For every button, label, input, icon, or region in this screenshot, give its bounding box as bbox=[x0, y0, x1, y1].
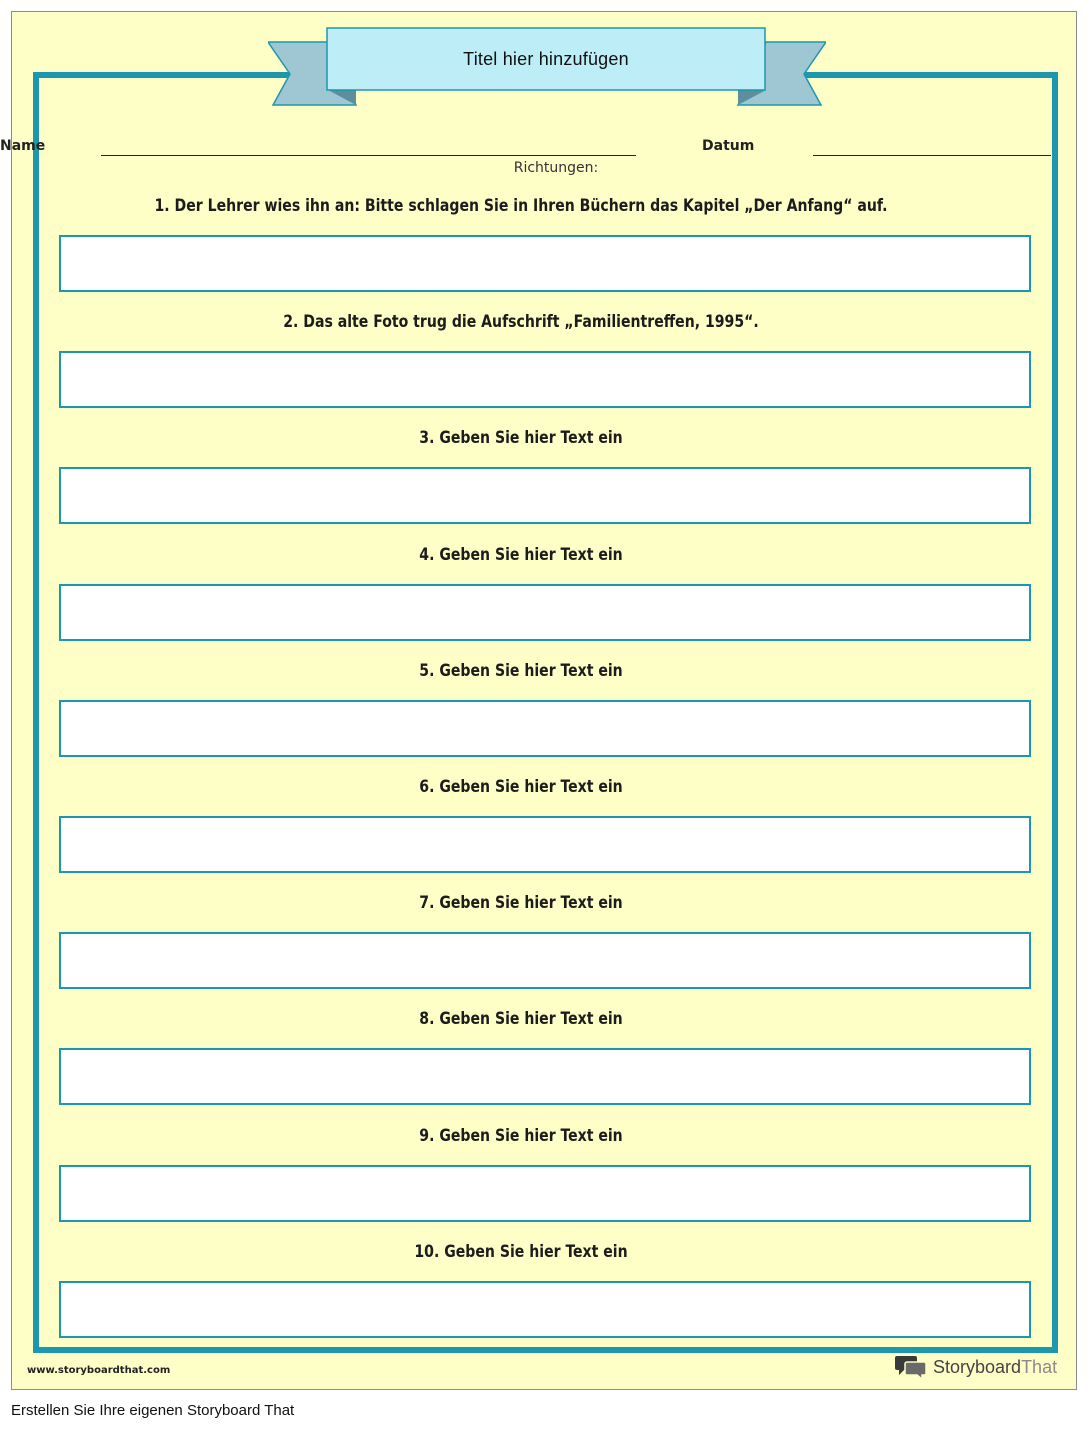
question-1-text: 1. Der Lehrer wies ihn an: Bitte schlagen Sie in Ihren Büchern das Kapitel „Der Anfang“ auf. bbox=[154, 196, 888, 216]
worksheet-title[interactable]: Titel hier hinzufügen bbox=[463, 48, 629, 69]
answer-box-9[interactable] bbox=[59, 1165, 1031, 1222]
question-7-text: 7. Geben Sie hier Text ein bbox=[419, 893, 623, 913]
directions-label: Richtungen: bbox=[513, 160, 599, 176]
answer-box-6[interactable] bbox=[59, 816, 1031, 873]
question-3-text: 3. Geben Sie hier Text ein bbox=[419, 428, 623, 448]
page-caption: Erstellen Sie Ihre eigenen Storyboard That bbox=[11, 1402, 295, 1419]
date-line[interactable] bbox=[813, 155, 1051, 156]
storyboardthat-logo[interactable] bbox=[895, 1354, 1057, 1380]
answer-box-4[interactable] bbox=[59, 584, 1031, 641]
question-2-text: 2. Das alte Foto trug die Aufschrift „Familientreffen, 1995“. bbox=[283, 312, 759, 332]
question-4-text: 4. Geben Sie hier Text ein bbox=[419, 545, 623, 565]
answer-box-2[interactable] bbox=[59, 351, 1031, 408]
speech-bubbles-icon bbox=[895, 1354, 927, 1380]
answer-box-1[interactable] bbox=[59, 235, 1031, 292]
name-label: Name bbox=[0, 138, 46, 154]
answer-box-3[interactable] bbox=[59, 467, 1031, 524]
answer-box-7[interactable] bbox=[59, 932, 1031, 989]
question-6-text: 6. Geben Sie hier Text ein bbox=[419, 777, 623, 797]
question-5-text: 5. Geben Sie hier Text ein bbox=[419, 661, 623, 681]
question-9-text: 9. Geben Sie hier Text ein bbox=[419, 1126, 623, 1146]
answer-box-8[interactable] bbox=[59, 1048, 1031, 1105]
answer-box-5[interactable] bbox=[59, 700, 1031, 757]
logo-text: StoryboardThat bbox=[933, 1356, 1058, 1377]
answer-box-10[interactable] bbox=[59, 1281, 1031, 1338]
footer-url[interactable]: www.storyboardthat.com bbox=[27, 1365, 171, 1376]
name-line[interactable] bbox=[101, 155, 636, 156]
question-8-text: 8. Geben Sie hier Text ein bbox=[419, 1009, 623, 1029]
question-10-text: 10. Geben Sie hier Text ein bbox=[414, 1242, 628, 1262]
date-label: Datum bbox=[702, 138, 755, 154]
